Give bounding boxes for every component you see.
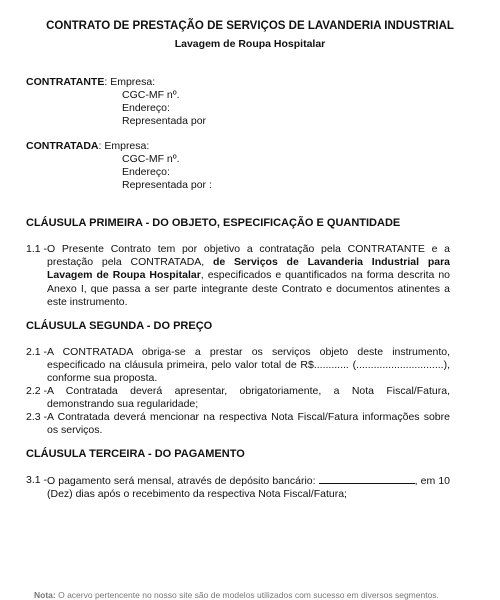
clause1-item1-text-c: , especificados e quantificados na forma descrita no Anexo I, que passa a ser parte integrante deste Contrato e documentos atinentes a este instrumento. <box>47 269 451 308</box>
contratada-company: : Empresa: <box>98 140 150 152</box>
contratada-address: Endereço: <box>122 166 170 178</box>
clause3-item1 <box>26 474 450 501</box>
clause2-item1 <box>26 346 450 386</box>
clause2-item1-text: A CONTRATADA obriga-se a prestar os serviços objeto deste instrumento, especificado na cláusula primeira, pelo valor total de R$............ (..............................), conforme sua proposta. <box>47 346 450 385</box>
clause3-heading: CLÁUSULA TERCEIRA - DO PAGAMENTO <box>26 448 245 460</box>
contratada-label: CONTRATADA <box>26 140 99 152</box>
footer-text: O acervo pertencente no nosso site são de modelos utilizados com sucesso em diversos segmentos. <box>58 590 439 600</box>
contratada-block <box>26 140 149 152</box>
clause2-item3 <box>26 411 450 437</box>
clause1-heading: CLÁUSULA PRIMEIRA - DO OBJETO, ESPECIFICAÇÃO E QUANTIDADE <box>26 217 401 229</box>
clause3-item1-text-c: em 10 (Dez) dias após o recebimento da respectiva Nota Fiscal/Fatura; <box>47 475 450 501</box>
clause1-item1 <box>26 243 450 309</box>
contratante-block <box>26 76 155 88</box>
clause1-item1-number: 1.1 - <box>26 243 48 255</box>
clause2-item3-number: 2.3 - <box>26 411 48 423</box>
contratada-rep: Representada por : <box>122 179 212 191</box>
clause2-item1-number: 2.1 - <box>26 346 48 358</box>
footer-nota-label: Nota: <box>34 590 56 600</box>
contratante-company: : Empresa: <box>104 76 156 88</box>
clause2-item2-text: A Contratada deverá apresentar, obrigatoriamente, a Nota Fiscal/Fatura, demonstrando sua regularidade; <box>47 385 450 411</box>
clause2-heading: CLÁUSULA SEGUNDA - DO PREÇO <box>26 320 213 332</box>
contratada-cgc: CGC-MF nº. <box>122 153 180 165</box>
clause1-item1-text-bold: de Serviços de Lavanderia Industrial para Lavagem de Roupa Hospitalar <box>47 256 451 282</box>
contratante-address: Endereço: <box>122 102 170 114</box>
footer-note <box>34 590 439 600</box>
document-title: CONTRATO DE PRESTAÇÃO DE SERVIÇOS DE LAVANDERIA INDUSTRIAL <box>46 20 454 32</box>
clause3-item1-text-a: O pagamento será mensal, através de depósito bancário: <box>47 475 316 487</box>
clause3-item1-comma: , <box>414 475 418 487</box>
contratante-cgc: CGC-MF nº. <box>122 89 180 101</box>
contratante-rep: Representada por <box>122 115 207 127</box>
contratante-label: CONTRATANTE <box>26 76 105 88</box>
document-subtitle: Lavagem de Roupa Hospitalar <box>174 38 326 50</box>
clause2-item3-text: A Contratada deverá mencionar na respectiva Nota Fiscal/Fatura informações sobre os serviços. <box>47 411 450 437</box>
payment-account-blank <box>319 474 415 484</box>
clause1-item1-text-a: O Presente Contrato tem por objetivo a contratação pela CONTRATANTE e a prestação pela CONTRATADA, <box>47 243 450 269</box>
clause2-item2 <box>26 385 450 411</box>
clause2-item2-number: 2.2 - <box>26 385 48 397</box>
clause3-item1-number: 3.1 - <box>26 474 48 486</box>
